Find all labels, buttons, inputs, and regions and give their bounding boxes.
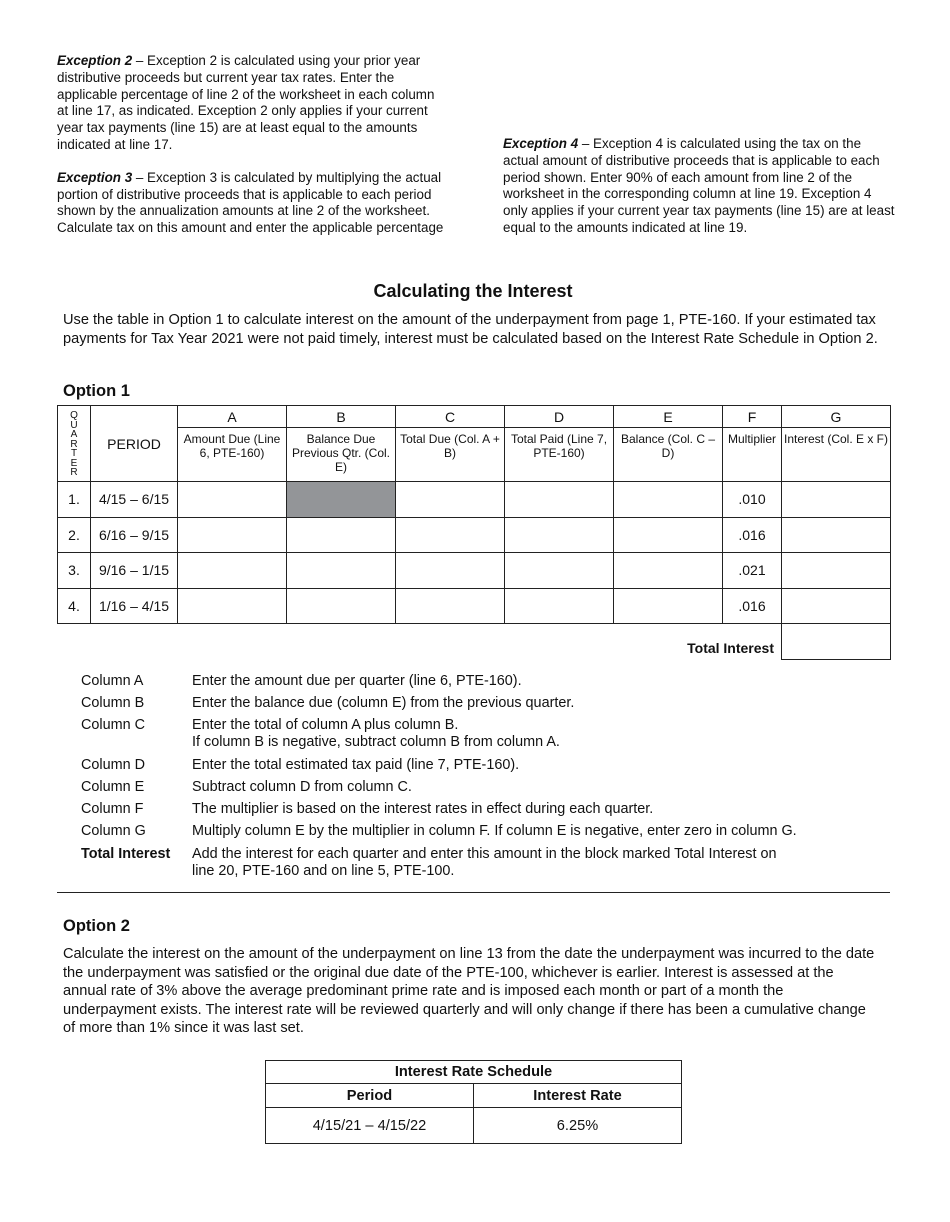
instruction-key: Column A: [81, 673, 144, 689]
quarter-header: [58, 406, 91, 482]
total-interest-label: Total Interest: [687, 640, 774, 656]
column-letter-f: F: [723, 406, 782, 428]
cell-c-3[interactable]: [396, 553, 505, 589]
intro-paragraph: Use the table in Option 1 to calculate interest on the amount of the underpayment from page 1, PTE-160. If your estimated tax payments for Tax Year 2021 were not paid timely, interest must be calculated based on the Interest Rate Schedule in Option 2.: [63, 312, 878, 347]
instruction-text: Enter the total of column A plus column B.: [192, 717, 459, 733]
exception-2-text: – Exception 2 is calculated using your prior year distributive proceeds but current year tax rates. Enter the applicable percentage of line 2 of the worksheet in each column at line 17, as indicated. Exception 2 only applies if your current year tax payments (line 15) are at least equal to the amounts indicated at line 17.: [57, 53, 435, 152]
exception-4-text: – Exception 4 is calculated using the tax on the actual amount of distributive proceeds that is applicable to each period shown. Enter 90% of each amount from line 2 of the worksheet in the corresponding column at line 19. Exception 4 only applies if your current year tax payments (line 15) are at least equal to the amounts indicated at line 19.: [503, 136, 895, 235]
instruction-key-bold: Total Interest: [81, 846, 171, 862]
column-desc-d: Total Paid (Line 7, PTE-160): [505, 428, 614, 482]
table-row: [58, 517, 891, 553]
column-desc-b: Balance Due Previous Qtr. (Col. E): [287, 428, 396, 482]
instruction-text: Enter the amount due per quarter (line 6, PTE-160).: [192, 673, 522, 689]
cell-d-4[interactable]: [505, 588, 614, 624]
cell-c-1[interactable]: [396, 482, 505, 518]
cell-g-2[interactable]: [782, 517, 891, 553]
cell-b-1-shaded: [287, 482, 396, 518]
cell-c-4[interactable]: [396, 588, 505, 624]
quarter-header-text: [58, 411, 90, 478]
cell-d-1[interactable]: [505, 482, 614, 518]
column-desc-c: Total Due (Col. A + B): [396, 428, 505, 482]
column-letter-e: E: [614, 406, 723, 428]
cell-c-2[interactable]: [396, 517, 505, 553]
cell-b-3[interactable]: [287, 553, 396, 589]
instruction-key: Column D: [81, 757, 145, 773]
column-desc-f: Multiplier: [723, 428, 782, 482]
cell-g-4[interactable]: [782, 588, 891, 624]
column-instructions: [81, 673, 841, 883]
quarter-header-letter: R: [70, 467, 78, 479]
cell-e-1[interactable]: [614, 482, 723, 518]
period-header: PERIOD: [91, 406, 178, 482]
multiplier-cell: .021: [723, 553, 782, 589]
option-2-heading: Option 2: [63, 917, 130, 935]
period-cell: 6/16 – 9/15: [91, 517, 178, 553]
exception-4-title: Exception 4: [503, 136, 579, 151]
quarter-number: 1.: [58, 482, 91, 518]
section-title: Calculating the Interest: [373, 281, 573, 301]
cell-g-3[interactable]: [782, 553, 891, 589]
option-1-table: [57, 405, 891, 660]
interest-rate-schedule: [265, 1060, 682, 1144]
exception-2-title: Exception 2: [57, 53, 133, 68]
period-cell: 9/16 – 1/15: [91, 553, 178, 589]
table-row: [266, 1108, 682, 1144]
table-row: [58, 553, 891, 589]
cell-e-2[interactable]: [614, 517, 723, 553]
instruction-text: Multiply column E by the multiplier in column F. If column E is negative, enter zero in column G.: [192, 823, 797, 839]
instruction-text: Enter the balance due (column E) from the previous quarter.: [192, 695, 575, 711]
column-letter-c: C: [396, 406, 505, 428]
schedule-header-period: Period: [266, 1084, 474, 1108]
quarter-header-letter: R: [70, 438, 78, 450]
column-desc-g: Interest (Col. E x F): [782, 428, 891, 482]
instruction-text: Add the interest for each quarter and enter this amount in the block marked Total Interest on: [192, 846, 777, 862]
cell-g-1[interactable]: [782, 482, 891, 518]
cell-a-3[interactable]: [178, 553, 287, 589]
exception-3-paragraph: [57, 170, 444, 237]
quarter-number: 2.: [58, 517, 91, 553]
quarter-header-letter: T: [70, 448, 78, 460]
column-desc-a: Amount Due (Line 6, PTE-160): [178, 428, 287, 482]
cell-b-4[interactable]: [287, 588, 396, 624]
instruction-key: Column C: [81, 717, 145, 733]
quarter-header-letter: E: [70, 457, 78, 469]
cell-d-2[interactable]: [505, 517, 614, 553]
option-1-heading: Option 1: [63, 382, 130, 400]
multiplier-cell: .016: [723, 588, 782, 624]
option-2-paragraph: Calculate the interest on the amount of the underpayment on line 13 from the date the underpayment was incurred to the date the underpayment was satisfied or the original due date of the PTE-100, whichever is earlier. Interest is assessed at the annual rate of 3% above the average predominant prime rate and is imposed each month or part of a month the underpayment exists. The interest rate will be reviewed quarterly and will only change if there has been a cumulative change of more than 1% since it was last set.: [63, 946, 875, 1037]
instruction-key: Column F: [81, 801, 144, 817]
exceptions-left-column: [57, 53, 444, 253]
multiplier-cell: .016: [723, 517, 782, 553]
instruction-text: Subtract column D from column C.: [192, 779, 412, 795]
column-letter-g: G: [782, 406, 891, 428]
schedule-rate: 6.25%: [474, 1108, 682, 1144]
instruction-text: The multiplier is based on the interest rates in effect during each quarter.: [192, 801, 654, 817]
quarter-header-letter: A: [70, 429, 78, 441]
table-row: [58, 482, 891, 518]
total-interest-cell[interactable]: [782, 624, 891, 660]
period-cell: 4/15 – 6/15: [91, 482, 178, 518]
multiplier-cell: .010: [723, 482, 782, 518]
cell-b-2[interactable]: [287, 517, 396, 553]
column-desc-e: Balance (Col. C – D): [614, 428, 723, 482]
instruction-text-line-2: line 20, PTE-160 and on line 5, PTE-100.: [192, 863, 455, 879]
column-letter-d: D: [505, 406, 614, 428]
schedule-title: Interest Rate Schedule: [266, 1061, 682, 1084]
cell-e-3[interactable]: [614, 553, 723, 589]
exception-4-paragraph: [503, 136, 898, 237]
period-cell: 1/16 – 4/15: [91, 588, 178, 624]
quarter-number: 4.: [58, 588, 91, 624]
exception-3-title: Exception 3: [57, 169, 133, 185]
schedule-period: 4/15/21 – 4/15/22: [266, 1108, 474, 1144]
instruction-text: Enter the total estimated tax paid (line 7, PTE-160).: [192, 757, 520, 773]
quarter-header-letter: Q: [70, 409, 78, 421]
exceptions-right-column: [503, 53, 898, 253]
instruction-key: Column B: [81, 695, 145, 711]
cell-a-1[interactable]: [178, 482, 287, 518]
cell-a-2[interactable]: [178, 517, 287, 553]
exception-2-paragraph: [57, 53, 444, 154]
quarter-number: 3.: [58, 553, 91, 589]
quarter-header-letter: U: [70, 419, 78, 431]
column-letter-b: B: [287, 406, 396, 428]
table-row: [58, 588, 891, 624]
column-letter-a: A: [178, 406, 287, 428]
schedule-header-rate: Interest Rate: [474, 1084, 682, 1108]
cell-d-3[interactable]: [505, 553, 614, 589]
divider: [57, 892, 890, 893]
exception-3-text: – Exception 3 is calculated by multiplying the actual portion of distributive proceeds that is applicable to each period shown by the annualization amounts at line 2 of the worksheet. Calculate tax on this amount and enter the applicable percentage: [57, 169, 444, 236]
instruction-key: Column G: [81, 823, 146, 839]
cell-e-4[interactable]: [614, 588, 723, 624]
instruction-key: Column E: [81, 779, 145, 795]
cell-a-4[interactable]: [178, 588, 287, 624]
instruction-text-line-2: If column B is negative, subtract column B from column A.: [192, 734, 560, 750]
